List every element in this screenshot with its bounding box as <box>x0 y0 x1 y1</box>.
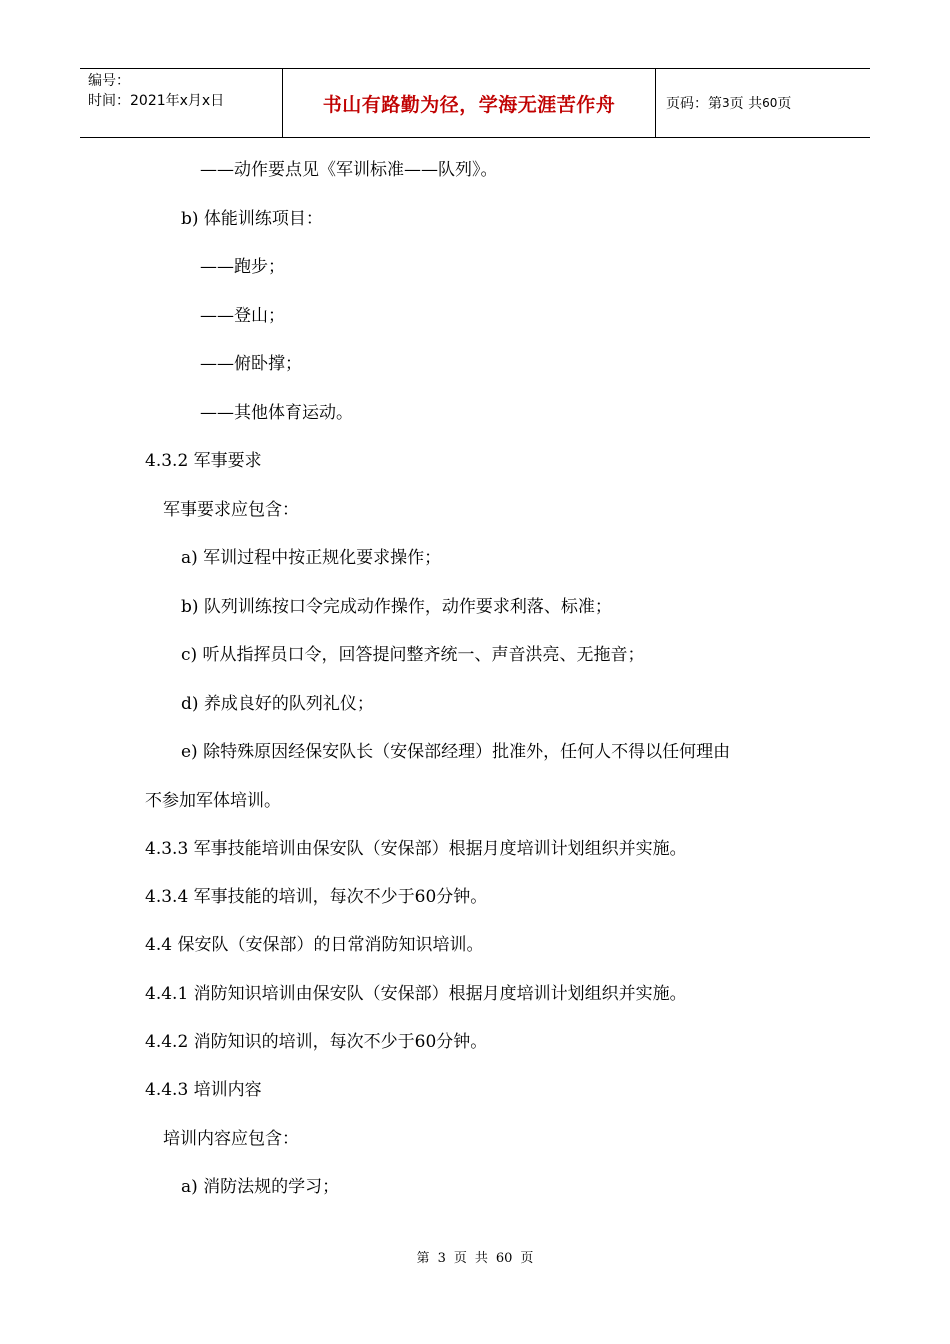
section-heading: 4.4.1 消防知识培训由保安队（安保部）根据月度培训计划组织并实施。 <box>145 984 687 1004</box>
footer-part: 页 <box>453 1251 467 1266</box>
body-line: ——跑步； <box>200 257 285 277</box>
footer-page-total: 60 <box>495 1251 513 1266</box>
list-item: a) 消防法规的学习； <box>181 1177 340 1197</box>
page-prefix: 页码：第 <box>666 96 722 112</box>
body-line: ——动作要点见《军训标准——队列》。 <box>200 160 498 180</box>
body-line: 不参加军体培训。 <box>145 791 281 811</box>
list-item: e) 除特殊原因经保安队长（安保部经理）批准外，任何人不得以任何理由 <box>181 742 731 762</box>
header-page-info <box>656 69 870 137</box>
body-line: ——登山； <box>200 306 285 326</box>
body-line: ——俯卧撑； <box>200 354 302 374</box>
header-meta <box>80 69 282 137</box>
body-line: ——其他体育运动。 <box>200 403 353 423</box>
section-heading: 4.3.4 军事技能的培训，每次不少于60分钟。 <box>145 887 488 907</box>
page-suffix: 页 <box>777 96 792 112</box>
body-line: 军事要求应包含： <box>163 500 299 520</box>
list-item: d) 养成良好的队列礼仪； <box>181 694 374 714</box>
page-footer <box>0 1247 950 1266</box>
page-number: 3 <box>722 96 730 110</box>
page-header <box>80 68 870 138</box>
body-line: 培训内容应包含： <box>163 1129 299 1149</box>
page-total: 60 <box>762 96 778 110</box>
section-heading: 4.4.2 消防知识的培训，每次不少于60分钟。 <box>145 1032 488 1052</box>
time-label: 时间：2021年x月x日 <box>88 93 225 109</box>
list-item: a) 军训过程中按正规化要求操作； <box>181 548 442 568</box>
section-heading: 4.4.3 培训内容 <box>145 1080 262 1100</box>
section-heading: 4.3.2 军事要求 <box>145 451 262 471</box>
list-item: b) 队列训练按口令完成动作操作，动作要求利落、标准； <box>181 597 612 617</box>
page-mid: 页 共 <box>729 96 763 112</box>
footer-part: 页 <box>520 1251 534 1266</box>
footer-page-number: 3 <box>437 1251 446 1266</box>
footer-part: 第 <box>416 1251 430 1266</box>
serial-label: 编号： <box>88 73 130 89</box>
section-heading: 4.3.3 军事技能培训由保安队（安保部）根据月度培训计划组织并实施。 <box>145 839 687 859</box>
section-heading: 4.4 保安队（安保部）的日常消防知识培训。 <box>145 935 484 955</box>
header-motto: 书山有路勤为径，学海无涯苦作舟 <box>282 69 656 137</box>
list-item: c) 听从指挥员口令，回答提问整齐统一、声音洪亮、无拖音； <box>181 645 645 665</box>
body-line: b) 体能训练项目： <box>181 209 323 229</box>
footer-part: 共 <box>474 1251 488 1266</box>
